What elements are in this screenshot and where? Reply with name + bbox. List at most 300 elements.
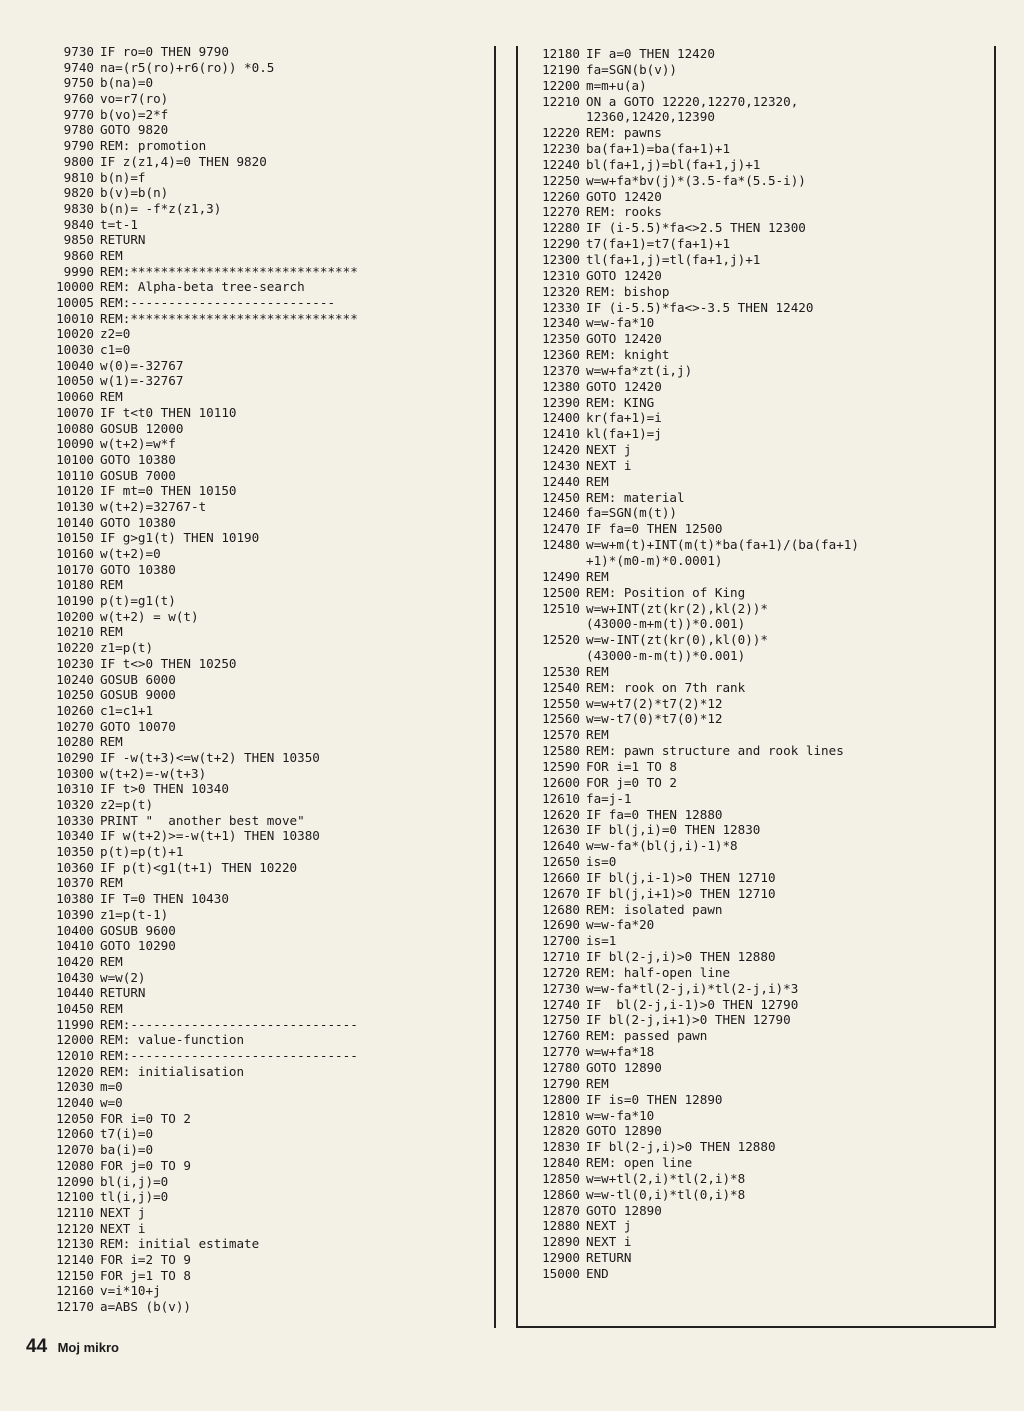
line-number: 10190: [56, 593, 94, 609]
line-number: 12800: [542, 1091, 580, 1107]
code-line: [530, 902, 1000, 918]
code-line: [530, 537, 1000, 553]
line-number: 12480: [542, 537, 580, 553]
line-code: IF t<>0 THEN 10250: [100, 655, 237, 671]
code-line: [44, 687, 484, 703]
code-line: [44, 436, 484, 452]
line-number: 12180: [542, 46, 580, 61]
listing-right-column: [530, 46, 1000, 1282]
line-number: 10070: [56, 404, 94, 420]
line-number: 9850: [63, 232, 94, 248]
line-code: IF mt=0 THEN 10150: [100, 483, 237, 499]
line-code: REM: knight: [586, 347, 670, 363]
left-column-divider: [494, 46, 496, 1328]
code-line: [44, 1174, 484, 1190]
code-line: [44, 499, 484, 515]
code-line: [44, 1064, 484, 1080]
line-number: 12630: [542, 822, 580, 838]
code-line: [530, 62, 1000, 78]
line-number: 10400: [56, 922, 94, 938]
line-code: GOTO 10380: [100, 561, 176, 577]
code-line: [530, 395, 1000, 411]
line-number: 12150: [56, 1267, 94, 1283]
line-code: REM: [586, 568, 609, 584]
code-line: [44, 640, 484, 656]
line-code: GOTO 12890: [586, 1123, 662, 1139]
line-code: v=i*10+j: [100, 1283, 161, 1299]
code-line: [530, 458, 1000, 474]
line-number: 12900: [542, 1250, 580, 1266]
line-number: 10450: [56, 1000, 94, 1016]
code-line: [530, 933, 1000, 949]
line-code: NEXT i: [100, 1220, 146, 1236]
line-number: 12580: [542, 743, 580, 759]
line-code: IF bl(2-j,i+1)>0 THEN 12790: [586, 1012, 791, 1028]
line-number: 10200: [56, 608, 94, 624]
line-code: GOTO 12890: [586, 1202, 662, 1218]
line-code: GOSUB 12000: [100, 420, 184, 436]
line-number: 12290: [542, 236, 580, 252]
line-number: 10060: [56, 389, 94, 405]
line-number: 12440: [542, 473, 580, 489]
code-line: [530, 442, 1000, 458]
line-number: 12610: [542, 790, 580, 806]
line-code: z2=p(t): [100, 797, 154, 812]
line-code: b(n)= -f*z(z1,3): [100, 200, 222, 216]
line-number: 12870: [542, 1202, 580, 1218]
line-code: REM: isolated pawn: [586, 901, 723, 917]
code-line: [530, 743, 1000, 759]
line-code: GOTO 9820: [100, 122, 169, 138]
code-line: [530, 775, 1000, 791]
line-code: GOTO 12420: [586, 331, 662, 347]
line-code: REM: pawns: [586, 125, 662, 141]
code-line: [44, 60, 484, 76]
code-line: [530, 1171, 1000, 1187]
code-line: [44, 1142, 484, 1158]
line-code: REM: [100, 624, 123, 640]
line-code: b(n)=f: [100, 169, 146, 185]
line-code: REM: half-open line: [586, 964, 731, 980]
line-number: 10000: [56, 279, 94, 295]
code-line: [44, 122, 484, 138]
line-number: 12060: [56, 1126, 94, 1142]
line-code: 12360,12420,12390: [586, 109, 715, 125]
line-code: w=w-fa*tl(2-j,i)*tl(2-j,i)*3: [586, 980, 799, 996]
line-code: na=(r5(ro)+r6(ro)) *0.5: [100, 59, 275, 75]
line-number: 12660: [542, 869, 580, 885]
line-code: REM: Position of King: [586, 584, 746, 600]
line-number: 10410: [56, 938, 94, 954]
line-number: 10380: [56, 891, 94, 907]
code-line: [530, 585, 1000, 601]
line-code: REM: [100, 247, 123, 263]
line-number: 12730: [542, 980, 580, 996]
line-code: RETURN: [586, 1250, 632, 1266]
code-line: [44, 672, 484, 688]
code-line: [44, 1126, 484, 1142]
code-line: [44, 154, 484, 170]
code-line: [44, 326, 484, 342]
line-number: 9770: [63, 106, 94, 122]
line-code: w=w-t7(0)*t7(0)*12: [586, 711, 723, 727]
line-code: w(t+2)=-w(t+3): [100, 765, 207, 781]
code-line: [530, 157, 1000, 173]
line-code: a=ABS (b(v)): [100, 1299, 191, 1314]
code-line: [530, 870, 1000, 886]
code-line: [530, 315, 1000, 331]
line-number: 12780: [542, 1060, 580, 1075]
code-line: [530, 1076, 1000, 1092]
code-line: [44, 1095, 484, 1111]
code-line: [530, 1266, 1000, 1282]
line-number: 9750: [63, 75, 94, 91]
code-line: [530, 965, 1000, 981]
line-number: 9990: [63, 263, 94, 279]
line-number: 12040: [56, 1095, 94, 1111]
line-number: 12300: [542, 251, 580, 267]
line-number: 12170: [56, 1299, 94, 1314]
line-code: REM: [586, 1075, 609, 1091]
line-number: 12230: [542, 141, 580, 157]
line-number: 12890: [542, 1234, 580, 1250]
code-line: [530, 173, 1000, 189]
code-line: [530, 1108, 1000, 1124]
line-code: FOR j=1 TO 8: [100, 1267, 191, 1283]
code-line: [44, 656, 484, 672]
line-number: 12880: [542, 1218, 580, 1234]
code-line: [44, 546, 484, 562]
code-line: [530, 125, 1000, 141]
code-line: [530, 759, 1000, 775]
line-code: REM: rook on 7th rank: [586, 679, 746, 695]
code-line: [530, 1028, 1000, 1044]
line-number: 12840: [542, 1155, 580, 1171]
line-number: 9740: [63, 59, 94, 75]
code-line: [44, 1032, 484, 1048]
code-line: [530, 1012, 1000, 1028]
line-code: w=w(2): [100, 969, 146, 985]
code-line: [530, 632, 1000, 648]
line-code: FOR i=0 TO 2: [100, 1110, 191, 1126]
magazine-name: Moj mikro: [57, 1340, 119, 1355]
line-number: 12020: [56, 1063, 94, 1079]
line-code: p(t)=g1(t): [100, 593, 176, 609]
line-code: FOR j=0 TO 9: [100, 1157, 191, 1173]
line-code: w(0)=-32767: [100, 357, 184, 373]
code-line: [530, 363, 1000, 379]
line-number: 10080: [56, 420, 94, 436]
line-number: 12370: [542, 362, 580, 378]
line-code: p(t)=p(t)+1: [100, 844, 184, 860]
line-code: w(t+2)=32767-t: [100, 498, 207, 514]
line-number: 12320: [542, 283, 580, 299]
line-number: 12790: [542, 1075, 580, 1091]
line-code: IF (i-5.5)*fa<>-3.5 THEN 12420: [586, 299, 814, 315]
code-line: [44, 421, 484, 437]
line-number: 12560: [542, 711, 580, 727]
line-number: 9810: [63, 169, 94, 185]
line-number: 12860: [542, 1186, 580, 1202]
code-line: [530, 711, 1000, 727]
code-line: [44, 232, 484, 248]
code-line: [530, 807, 1000, 823]
line-number: 10250: [56, 687, 94, 703]
line-number: 10160: [56, 546, 94, 561]
line-code: IF (i-5.5)*fa<>2.5 THEN 12300: [586, 220, 806, 236]
code-line: [44, 954, 484, 970]
line-number: 12410: [542, 426, 580, 442]
code-line: [44, 1299, 484, 1315]
code-line: [530, 1250, 1000, 1266]
line-number: 12550: [542, 695, 580, 711]
line-number: 12830: [542, 1139, 580, 1155]
line-number: 10230: [56, 655, 94, 671]
code-line: [530, 854, 1000, 870]
page-number: 44: [26, 1336, 48, 1357]
line-number: 10290: [56, 749, 94, 765]
line-code: FOR i=1 TO 8: [586, 758, 677, 774]
code-line: [530, 648, 1000, 664]
line-code: w(t+2) = w(t): [100, 608, 199, 624]
line-number: 12720: [542, 964, 580, 980]
line-code: vo=r7(ro): [100, 91, 169, 107]
line-code: is=1: [586, 933, 617, 949]
line-number: 10050: [56, 373, 94, 389]
line-code: GOTO 12420: [586, 378, 662, 394]
line-code: NEXT j: [100, 1204, 146, 1220]
code-line: [530, 426, 1000, 442]
code-line: [530, 236, 1000, 252]
line-number: 12080: [56, 1157, 94, 1173]
line-code: GOSUB 9000: [100, 687, 176, 703]
code-line: [44, 1001, 484, 1017]
line-number: 10270: [56, 718, 94, 734]
code-line: [44, 389, 484, 405]
line-code: REM: rooks: [586, 204, 662, 220]
line-code: IF p(t)<g1(t+1) THEN 10220: [100, 859, 298, 875]
line-code: ba(fa+1)=ba(fa+1)+1: [586, 141, 731, 157]
code-line: [44, 907, 484, 923]
line-code: REM: [100, 389, 123, 405]
line-code: REM: promotion: [100, 138, 207, 154]
line-number: 10005: [56, 295, 94, 310]
code-line: [530, 331, 1000, 347]
line-code: IF bl(j,i+1)>0 THEN 12710: [586, 885, 776, 901]
line-number: 12100: [56, 1189, 94, 1205]
code-line: [530, 1155, 1000, 1171]
line-code: REM: initialisation: [100, 1063, 245, 1079]
line-code: w(t+2)=0: [100, 546, 161, 561]
line-code: z1=p(t-1): [100, 906, 169, 922]
line-number: 10140: [56, 514, 94, 530]
code-line: [530, 204, 1000, 220]
code-line: [44, 201, 484, 217]
line-number: 12210: [542, 93, 580, 109]
line-code: (43000-m-m(t))*0.001): [586, 648, 746, 664]
line-number: 12670: [542, 885, 580, 901]
line-code: c1=c1+1: [100, 702, 154, 718]
line-code: z2=0: [100, 326, 131, 342]
code-line: [530, 664, 1000, 680]
line-code: GOSUB 6000: [100, 671, 176, 687]
line-number: 10020: [56, 326, 94, 342]
line-number: 12690: [542, 917, 580, 933]
line-number: 12430: [542, 457, 580, 473]
line-code: REM:------------------------------: [100, 1016, 358, 1032]
code-line: [530, 981, 1000, 997]
code-line: [530, 601, 1000, 617]
code-line: [44, 530, 484, 546]
line-number: 10440: [56, 985, 94, 1001]
line-number: 12360: [542, 347, 580, 363]
line-code: b(v)=b(n): [100, 185, 169, 201]
code-line: [530, 616, 1000, 632]
line-number: 12460: [542, 505, 580, 521]
code-line: [44, 515, 484, 531]
line-code: tl(fa+1,j)=tl(fa+1,j)+1: [586, 251, 761, 267]
line-code: t=t-1: [100, 216, 138, 232]
code-line: [530, 300, 1000, 316]
line-number: 12700: [542, 933, 580, 949]
line-code: NEXT i: [586, 1234, 632, 1250]
line-number: 10430: [56, 969, 94, 985]
line-number: 12240: [542, 156, 580, 172]
line-code: REM: [586, 727, 609, 743]
line-code: FOR j=0 TO 2: [586, 774, 677, 790]
code-line: [44, 875, 484, 891]
line-code: fa=SGN(m(t)): [586, 505, 677, 521]
code-line: [44, 279, 484, 295]
line-code: w(1)=-32767: [100, 373, 184, 389]
line-code: IF is=0 THEN 12890: [586, 1091, 723, 1107]
line-number: 12810: [542, 1107, 580, 1123]
code-line: [530, 141, 1000, 157]
line-number: 12390: [542, 394, 580, 410]
line-code: REM:------------------------------: [100, 1048, 358, 1063]
line-number: 12010: [56, 1048, 94, 1063]
code-line: [530, 46, 1000, 62]
line-code: w=w-fa*10: [586, 315, 655, 331]
line-code: REM: [100, 875, 123, 891]
line-number: 12500: [542, 584, 580, 600]
code-line: [44, 970, 484, 986]
code-line: [44, 185, 484, 201]
code-line: [44, 860, 484, 876]
code-line: [44, 1048, 484, 1064]
line-code: GOTO 10380: [100, 514, 176, 530]
line-code: w=w+fa*zt(i,j): [586, 362, 693, 378]
code-line: [44, 1221, 484, 1237]
line-code: bl(fa+1,j)=bl(fa+1,j)+1: [586, 156, 761, 172]
line-number: 10130: [56, 498, 94, 514]
line-number: 12350: [542, 331, 580, 347]
line-code: tl(i,j)=0: [100, 1189, 169, 1205]
code-line: [44, 781, 484, 797]
code-line: [44, 1079, 484, 1095]
code-line: [44, 938, 484, 954]
line-code: IF fa=0 THEN 12880: [586, 806, 723, 822]
line-number: 10340: [56, 828, 94, 844]
line-number: 12530: [542, 663, 580, 679]
line-code: REM: [100, 953, 123, 969]
code-line: [44, 1111, 484, 1127]
code-line: [44, 1236, 484, 1252]
code-line: [44, 828, 484, 844]
code-line: [44, 248, 484, 264]
line-code: GOTO 10290: [100, 938, 176, 954]
line-code: is=0: [586, 854, 617, 870]
line-code: REM: initial estimate: [100, 1236, 260, 1252]
code-line: [44, 264, 484, 280]
line-code: w=w-fa*20: [586, 917, 655, 933]
line-number: 9730: [63, 44, 94, 59]
line-code: b(vo)=2*f: [100, 106, 169, 122]
line-number: 12310: [542, 267, 580, 283]
line-number: 10010: [56, 310, 94, 326]
code-line: [44, 624, 484, 640]
line-code: ON a GOTO 12220,12270,12320,: [586, 93, 799, 109]
line-number: 12110: [56, 1204, 94, 1220]
line-number: 10110: [56, 467, 94, 483]
code-line: [44, 577, 484, 593]
code-line: [530, 1123, 1000, 1139]
code-line: [44, 483, 484, 499]
line-number: 12280: [542, 220, 580, 236]
line-number: 10120: [56, 483, 94, 499]
line-number: 12160: [56, 1283, 94, 1299]
line-code: kr(fa+1)=i: [586, 410, 662, 426]
line-number: 10320: [56, 797, 94, 812]
line-code: (43000-m+m(t))*0.001): [586, 616, 746, 632]
line-code: w=w+tl(2,i)*tl(2,i)*8: [586, 1170, 746, 1186]
line-code: kl(fa+1)=j: [586, 426, 662, 442]
line-number: 10310: [56, 781, 94, 797]
line-number: 12270: [542, 204, 580, 220]
line-number: 12510: [542, 600, 580, 616]
line-number: 10170: [56, 561, 94, 577]
line-number: 12070: [56, 1142, 94, 1158]
line-code: REM: [100, 577, 123, 593]
line-number: 10150: [56, 530, 94, 546]
line-number: 12590: [542, 758, 580, 774]
line-number: 12680: [542, 901, 580, 917]
line-number: 9860: [63, 247, 94, 263]
page-footer: [26, 1336, 119, 1358]
line-code: w=w-INT(zt(kr(0),kl(0))*: [586, 632, 768, 648]
code-line: [44, 562, 484, 578]
code-line: [44, 295, 484, 311]
line-code: REM: open line: [586, 1155, 693, 1171]
line-code: IF bl(j,i)=0 THEN 12830: [586, 822, 761, 838]
line-number: 10360: [56, 859, 94, 875]
code-line: [530, 347, 1000, 363]
line-code: PRINT " another best move": [100, 812, 305, 828]
line-number: 10240: [56, 671, 94, 687]
line-number: 10260: [56, 702, 94, 718]
line-code: IF -w(t+3)<=w(t+2) THEN 10350: [100, 749, 320, 765]
code-line: [44, 813, 484, 829]
line-code: z1=p(t): [100, 640, 154, 656]
line-number: 9820: [63, 185, 94, 201]
code-line: [44, 891, 484, 907]
code-line: [44, 342, 484, 358]
line-number: 10030: [56, 342, 94, 358]
line-number: 12260: [542, 188, 580, 204]
code-line: [44, 1252, 484, 1268]
line-number: 12640: [542, 838, 580, 854]
line-code: w=w+INT(zt(kr(2),kl(2))*: [586, 600, 768, 616]
